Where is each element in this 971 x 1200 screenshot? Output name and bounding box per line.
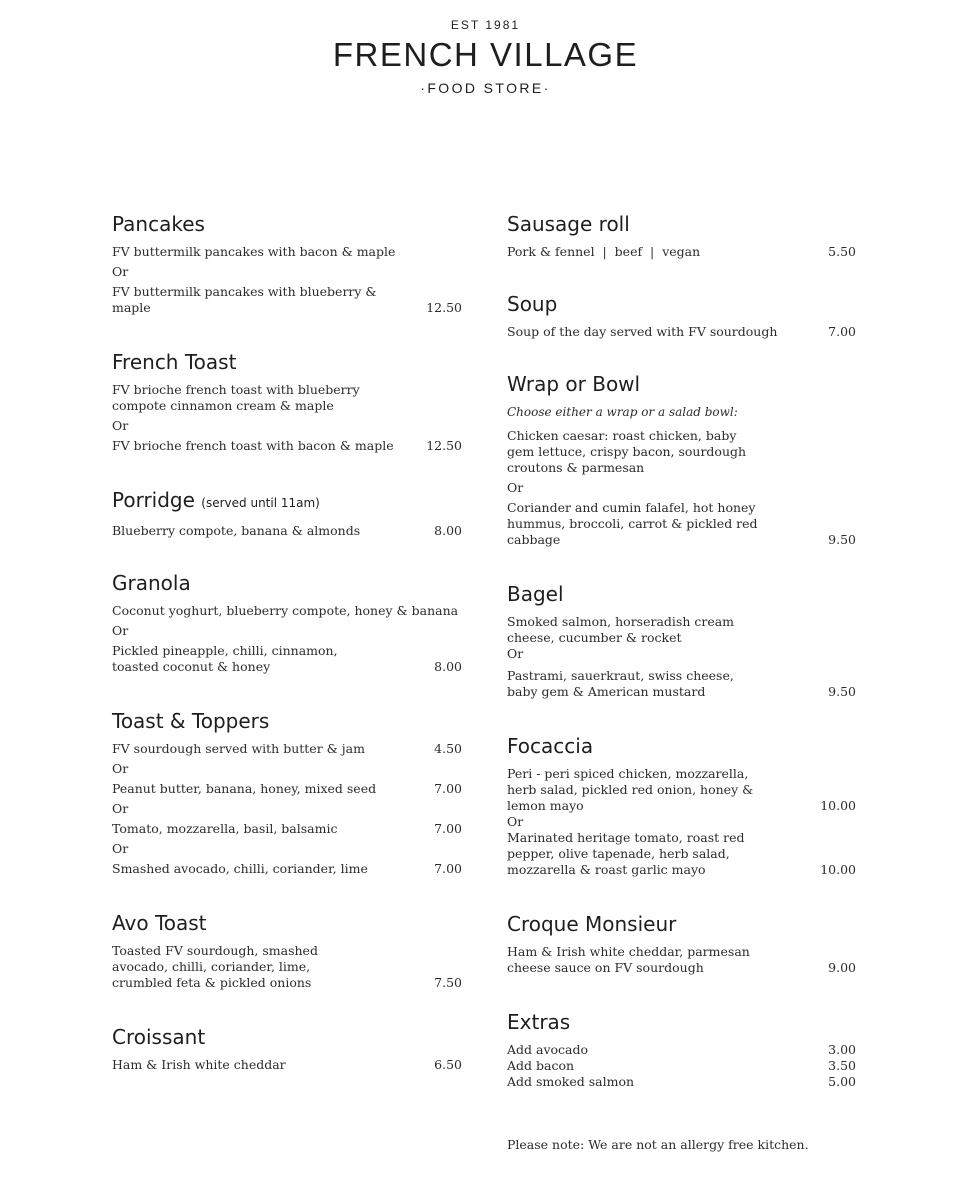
item-description: Smashed avocado, chilli, coriander, lime [112, 861, 368, 876]
item-description: Ham & Irish white cheddar, parmesan cheese sauce on FV sourdough [507, 944, 750, 975]
section-intro: Choose either a wrap or a salad bowl: [507, 405, 738, 419]
menu-item [112, 603, 462, 619]
section-granola [112, 571, 462, 675]
item-price: 4.50 [434, 741, 462, 756]
section-croissant [112, 1025, 462, 1073]
item-price: 7.00 [434, 821, 462, 836]
or-separator: Or [112, 761, 129, 776]
menu-item [507, 324, 856, 340]
item-description: FV brioche french toast with bacon & maple [112, 438, 394, 453]
item-description: Coriander and cumin falafel, hot honey hummus, broccoli, carrot & pickled red cabbage [507, 500, 758, 547]
item-description: Add avocado [507, 1042, 589, 1057]
or-separator: Or [112, 418, 129, 433]
or-separator: Or [507, 480, 524, 495]
item-price: 9.50 [828, 532, 856, 547]
item-description: Peanut butter, banana, honey, mixed seed [112, 781, 377, 796]
item-price: 12.50 [426, 300, 462, 315]
section-avo-toast [112, 911, 462, 991]
menu-item [112, 943, 462, 991]
menu-item [507, 428, 856, 476]
menu-item [507, 1058, 856, 1074]
item-description: Toasted FV sourdough, smashed avocado, chilli, coriander, lime, crumbled feta & pickled onions [112, 943, 318, 990]
brand-subtitle: ·FOOD STORE· [420, 80, 551, 96]
section-wrap-bowl [507, 372, 856, 548]
item-description: Add smoked salmon [507, 1074, 635, 1089]
section-title: Wrap or Bowl [507, 372, 641, 396]
item-price: 9.00 [828, 960, 856, 975]
section-bagel [507, 582, 856, 700]
or-separator: Or [507, 814, 524, 829]
menu-item [112, 781, 462, 797]
section-title: Granola [112, 571, 191, 595]
item-description: FV buttermilk pancakes with blueberry & maple [112, 284, 377, 315]
item-description: Pastrami, sauerkraut, swiss cheese, baby gem & American mustard [507, 668, 734, 699]
menu-item [507, 1042, 856, 1058]
item-price: 7.50 [434, 975, 462, 990]
section-porridge [112, 488, 462, 539]
item-price: 10.00 [820, 862, 856, 877]
item-price: 8.00 [434, 523, 462, 538]
menu-item [507, 668, 856, 700]
or-separator: Or [112, 841, 129, 856]
section-title: Toast & Toppers [112, 709, 270, 733]
section-title [112, 488, 462, 515]
or-separator: Or [507, 646, 524, 661]
menu-item [507, 614, 856, 646]
item-description: Pickled pineapple, chilli, cinnamon, toasted coconut & honey [112, 643, 338, 674]
item-description: Marinated heritage tomato, roast red pepper, olive tapenade, herb salad, mozzarella & roast garlic mayo [507, 830, 745, 877]
section-title: Focaccia [507, 734, 594, 758]
menu-item [507, 830, 856, 878]
or-separator: Or [112, 623, 129, 638]
section-extras [507, 1010, 856, 1090]
item-description: Smoked salmon, horseradish cream cheese, cucumber & rocket [507, 614, 735, 645]
menu-item [507, 944, 856, 976]
item-price: 5.00 [828, 1074, 856, 1089]
item-description: Blueberry compote, banana & almonds [112, 523, 361, 538]
menu-item [112, 741, 462, 757]
item-price: 10.00 [820, 798, 856, 813]
item-price: 3.50 [828, 1058, 856, 1073]
section-title: Soup [507, 292, 558, 316]
menu-left-column [112, 212, 462, 1073]
brand-name: FRENCH VILLAGE [332, 36, 639, 73]
item-description: Soup of the day served with FV sourdough [507, 324, 778, 339]
menu-item [112, 821, 462, 837]
item-price: 7.00 [434, 861, 462, 876]
section-title: Bagel [507, 582, 564, 606]
section-title: French Toast [112, 350, 237, 374]
or-separator: Or [112, 264, 129, 279]
section-title: Croque Monsieur [507, 912, 677, 936]
section-focaccia [507, 734, 856, 878]
item-price: 12.50 [426, 438, 462, 453]
section-title: Sausage roll [507, 212, 630, 236]
item-description: Pork & fennel | beef | vegan [507, 244, 701, 259]
menu-item [112, 861, 462, 877]
section-title: Pancakes [112, 212, 205, 236]
item-description: FV brioche french toast with blueberry compote cinnamon cream & maple [112, 382, 360, 413]
section-croque-monsieur [507, 912, 856, 976]
section-sausage-roll [507, 212, 856, 260]
section-note: (served until 11am) [201, 496, 320, 510]
item-price: 3.00 [828, 1042, 856, 1057]
section-soup [507, 292, 856, 340]
section-french-toast [112, 350, 462, 454]
section-toast-toppers [112, 709, 462, 877]
menu-item [507, 500, 856, 548]
item-price: 7.00 [434, 781, 462, 796]
menu-item [507, 1074, 856, 1090]
menu-item [112, 438, 462, 454]
item-description: Add bacon [507, 1058, 575, 1073]
or-separator: Or [112, 801, 129, 816]
item-description: FV sourdough served with butter & jam [112, 741, 365, 756]
menu-item [112, 643, 462, 675]
item-description: Ham & Irish white cheddar [112, 1057, 286, 1072]
menu-item [112, 523, 462, 539]
section-pancakes [112, 212, 462, 316]
section-title-text: Porridge [112, 488, 195, 512]
item-price: 7.00 [828, 324, 856, 339]
item-description: Tomato, mozzarella, basil, balsamic [112, 821, 338, 836]
menu-item [507, 766, 856, 814]
menu-item [112, 244, 462, 260]
item-price: 8.00 [434, 659, 462, 674]
item-price: 5.50 [828, 244, 856, 259]
item-price: 9.50 [828, 684, 856, 699]
menu-item [112, 382, 462, 414]
section-title: Avo Toast [112, 911, 207, 935]
menu-right-column [507, 212, 856, 1090]
item-description: FV buttermilk pancakes with bacon & maple [112, 244, 396, 259]
item-price: 6.50 [434, 1057, 462, 1072]
menu-item [112, 1057, 462, 1073]
section-title: Croissant [112, 1025, 206, 1049]
menu-item [507, 244, 856, 260]
item-description: Chicken caesar: roast chicken, baby gem lettuce, crispy bacon, sourdough croutons & parmesan [507, 428, 747, 475]
item-description: Coconut yoghurt, blueberry compote, honey & banana [112, 603, 459, 618]
brand-established: EST 1981 [450, 18, 521, 32]
allergy-note: Please note: We are not an allergy free kitchen. [507, 1137, 809, 1152]
menu-item [112, 284, 462, 316]
item-description: Peri - peri spiced chicken, mozzarella, herb salad, pickled red onion, honey & lemon mayo [507, 766, 754, 813]
section-title: Extras [507, 1010, 571, 1034]
